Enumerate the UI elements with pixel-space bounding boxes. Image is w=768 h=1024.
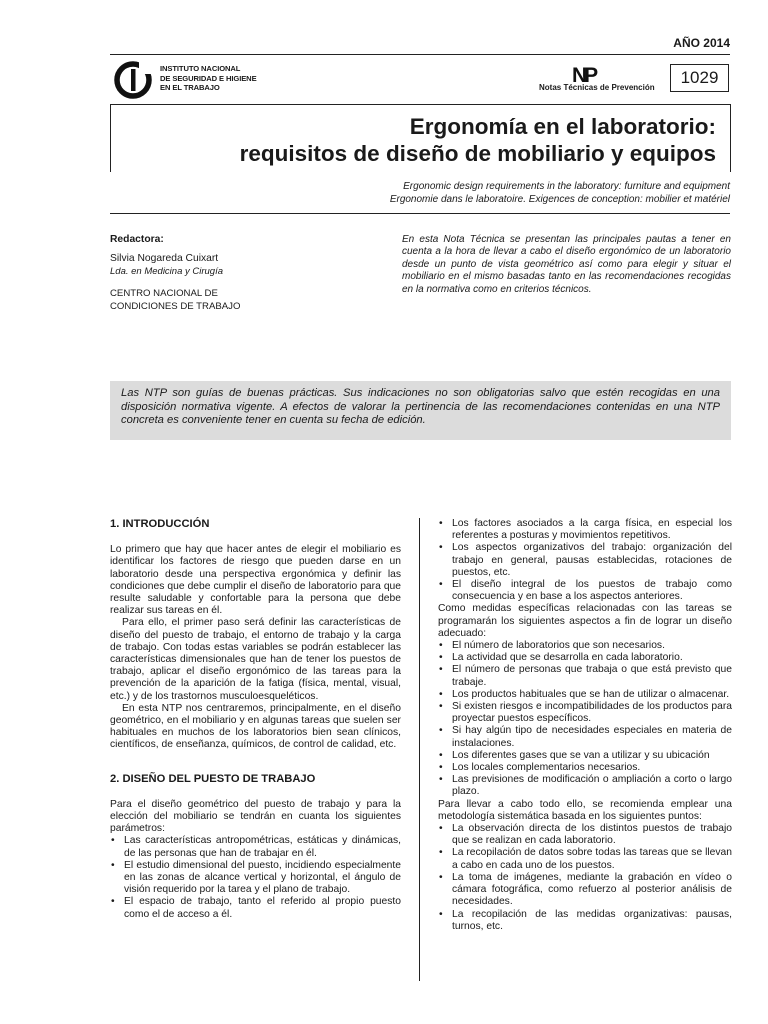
title-line-2: requisitos de diseño de mobiliario y equipos [239, 141, 716, 166]
document-year: AÑO 2014 [673, 36, 730, 50]
author-name: Silvia Nogareda Cuixart [110, 253, 219, 264]
center-line-1: CENTRO NACIONAL DE [110, 288, 218, 299]
title-line-1: Ergonomía en el laboratorio: [409, 114, 716, 139]
list-item: • Las previsiones de modificación o ampliación a corto o largo plazo. [438, 774, 732, 798]
bullet-list [438, 518, 732, 603]
bullet-list [110, 835, 401, 920]
english-title: Ergonomic design requirements in the laboratory: furniture and equipment [403, 181, 730, 192]
author-block [110, 233, 240, 313]
bullet-list [438, 640, 732, 799]
institute-line: DE SEGURIDAD E HIGIENE [160, 73, 257, 83]
list-item: • Los diferentes gases que se van a utilizar y su ubicación [438, 750, 732, 762]
list-item: • El número de personas que trabaja o que está previsto que trabaje. [438, 664, 732, 688]
list-item: • La recopilación de las medidas organizativas: pausas, turnos, etc. [438, 909, 732, 933]
section-heading: 1. INTRODUCCIÓN [110, 518, 210, 530]
abstract: En esta Nota Técnica se presentan las principales pautas a tener en cuenta a la hora de llevar a cabo el diseño ergonómico de un laboratorio desde un punto de vista geométrico así como para elegir y situar el mobiliario en el mismo basadas tanto en las recomendaciones recogidas en la normativa como en criterios técnicos. [402, 234, 731, 295]
paragraph: Para llevar a cabo todo ello, se recomienda emplear una metodología sistemática basada en los siguientes puntos: [438, 798, 732, 822]
translated-titles [390, 181, 730, 206]
author-degree: Lda. en Medicina y Cirugía [110, 266, 224, 277]
institute-name [160, 64, 257, 93]
insht-logo-icon [113, 60, 155, 102]
section-rule [110, 213, 730, 214]
page-title [240, 113, 716, 167]
list-item: • Los productos habituales que se han de utilizar o almacenar. [438, 689, 732, 701]
header-rule [110, 54, 730, 55]
paragraph: Para ello, el primer paso será definir las características de diseño del puesto de trabajo, el entorno de trabajo y la carga de trabajo. Con todas estas variables se podrán establecer las características dimensionales que han de tener los puestos de trabajo, aplicar el diseño ergonómico de las tareas para la prevención de la aparición de la fatiga (física, mental, visual, etc.) y de los trastornos musculoesqueléticos. [110, 617, 401, 702]
section-heading: 2. DISEÑO DEL PUESTO DE TRABAJO [110, 772, 316, 785]
french-title: Ergonomie dans le laboratoire. Exigences de conception: mobilier et matériel [389, 193, 730, 205]
institute-line: EN EL TRABAJO [160, 83, 220, 92]
author-label: Redactora: [110, 234, 164, 245]
bullet-list [438, 823, 732, 933]
list-item: • El número de laboratorios que son necesarios. [438, 640, 732, 652]
list-item: • Los factores asociados a la carga física, en especial los referentes a posturas y movimientos repetitivos. [438, 518, 732, 542]
list-item: • El estudio dimensional del puesto, incidiendo especialmente en las zonas de alcance vertical y horizontal, el ángulo de visión requerido por la tarea y el plano de trabajo. [110, 860, 401, 897]
np-logo-icon [572, 64, 608, 84]
paragraph: Para el diseño geométrico del puesto de trabajo y para la elección del mobiliario se tendrán en cuanta los siguientes parámetros: [110, 798, 401, 835]
paragraph: Como medidas específicas relacionadas con las tareas se programarán los siguientes aspectos a fin de lograr un diseño adecuado: [438, 603, 732, 639]
ntp-number: 1029 [670, 64, 729, 92]
list-item: • El diseño integral de los puestos de trabajo como consecuencia y en base a los aspectos anteriores. [438, 579, 732, 603]
ntp-series-label: Notas Técnicas de Prevención [539, 83, 655, 92]
list-item: • La recopilación de datos sobre todas las tareas que se llevan a cabo en cada uno de los puestos. [438, 847, 732, 871]
ntp-disclaimer: Las NTP son guías de buenas prácticas. Sus indicaciones no son obligatorias salvo que estén recogidas en una disposición normativa vigente. A efectos de valorar la pertinencia de las recomendaciones contenidas en una NTP concreta es conveniente tener en cuenta su fecha de edición. [110, 381, 731, 440]
list-item: • El espacio de trabajo, tanto el referido al propio puesto como el de acceso a él. [110, 896, 401, 920]
list-item: • Los locales complementarios necesarios. [438, 762, 732, 774]
list-item: • La toma de imágenes, mediante la grabación en vídeo o cámara fotográfica, como refuerzo al posterior análisis de necesidades. [438, 872, 732, 909]
paragraph: Lo primero que hay que hacer antes de elegir el mobiliario es identificar los factores de riesgo que pueden darse en un laboratorio desde una perspectiva ergonómica y definir las condiciones que debe cumplir el diseño de laboratorio para que resulte saludable y confortable para la persona que debe realizar sus tareas en él. [110, 544, 401, 617]
list-item: • La actividad que se desarrolla en cada laboratorio. [438, 652, 732, 664]
np-logo-text: NP [572, 64, 596, 84]
center-line-2: CONDICIONES DE TRABAJO [110, 301, 241, 312]
column-divider [419, 518, 420, 981]
list-item: • Si hay algún tipo de necesidades especiales en materia de instalaciones. [438, 725, 732, 749]
right-column [438, 518, 732, 933]
list-item: • Las características antropométricas, estáticas y dinámicas, de las personas que han de trabajar en él. [110, 835, 401, 859]
list-item: • La observación directa de los distintos puestos de trabajo que se realizan en cada laboratorio. [438, 823, 732, 847]
left-column [110, 518, 401, 921]
list-item: • Los aspectos organizativos del trabajo: organización del trabajo en general, pausas establecidas, rotaciones de puestos, etc. [438, 542, 732, 579]
institute-line: INSTITUTO NACIONAL [160, 64, 241, 73]
list-item: • Si existen riesgos e incompatibilidades de los productos para proyectar puestos específicos. [438, 701, 732, 725]
paragraph: En esta NTP nos centraremos, principalmente, en el diseño geométrico, en el mobiliario y en algunas tareas que suelen ser habituales en muchos de los laboratorios bien sean clínicos, científicos, de enseñanza, químicos, de control de calidad, etc. [110, 702, 401, 751]
